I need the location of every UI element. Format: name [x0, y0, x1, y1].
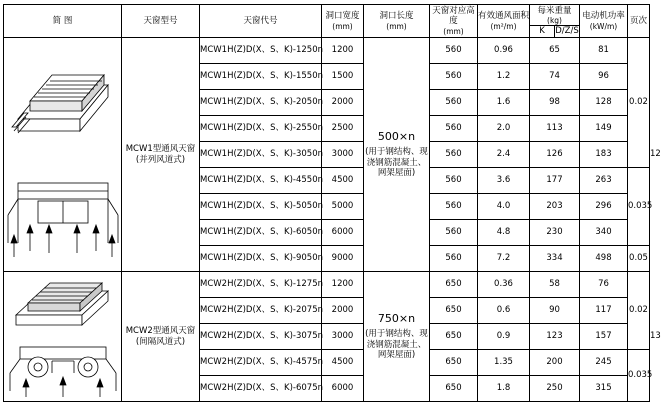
weight-k-cell: 230	[530, 220, 580, 246]
weight-k-cell: 65	[530, 38, 580, 64]
power-cell: 0.05	[628, 246, 650, 272]
power-cell: 0.035	[628, 168, 650, 246]
vent-area-cell: 4.8	[478, 220, 530, 246]
width-cell: 2000	[322, 90, 364, 116]
power-cell: 0.02	[628, 38, 650, 168]
weight-dzs-cell: 498	[580, 246, 628, 272]
header-vent-area-label: 有效通风面积	[478, 11, 530, 22]
code-cell: MCW1H(Z)D(X、S、K)-4550n	[200, 168, 322, 194]
height-cell: 650	[430, 376, 478, 402]
height-cell: 560	[430, 246, 478, 272]
length-main-mcw2: 750×n	[377, 312, 416, 326]
vent-area-cell: 3.6	[478, 168, 530, 194]
length-main-mcw1: 500×n	[377, 130, 416, 144]
weight-dzs-cell: 296	[580, 194, 628, 220]
code-cell: MCW1H(Z)D(X、S、K)-9050n	[200, 246, 322, 272]
header-vent-area-unit: (m²/m)	[490, 21, 517, 31]
header-height	[430, 5, 478, 38]
weight-dzs-cell: 117	[580, 298, 628, 324]
vent-area-cell: 0.36	[478, 272, 530, 298]
header-height-unit: (mm)	[443, 27, 464, 37]
weight-k-cell: 90	[530, 298, 580, 324]
header-weight-dzs: D/Z/S	[555, 26, 579, 37]
mcw2-diagram-svg	[4, 273, 122, 401]
weight-k-cell: 126	[530, 142, 580, 168]
vent-area-cell: 2.4	[478, 142, 530, 168]
header-opening-width-label: 洞口宽度	[325, 11, 360, 22]
weight-k-cell: 177	[530, 168, 580, 194]
height-cell: 560	[430, 38, 478, 64]
code-cell: MCW1H(Z)D(X、S、K)-1250n	[200, 38, 322, 64]
width-cell: 3000	[322, 324, 364, 350]
weight-dzs-cell: 340	[580, 220, 628, 246]
code-cell: MCW2H(Z)D(X、S、K)-6075n	[200, 376, 322, 402]
code-cell: MCW2H(Z)D(X、S、K)-4575n	[200, 350, 322, 376]
series-label-mcw2	[122, 272, 200, 402]
weight-k-cell: 123	[530, 324, 580, 350]
header-power-label: 电动机功率	[582, 11, 625, 22]
height-cell: 560	[430, 116, 478, 142]
vent-area-cell: 4.0	[478, 194, 530, 220]
vent-area-cell: 1.6	[478, 90, 530, 116]
height-cell: 650	[430, 350, 478, 376]
table-row: MCW2型通风天窗 (间隔风道式) MCW2H(Z)D(X、S、K)-1275n 1200 750×n (用于钢结构、现浇钢筋混凝土、网架屋面) 650 0.36 58 76 0.02 13	[4, 272, 650, 298]
height-cell: 560	[430, 64, 478, 90]
weight-k-cell: 250	[530, 376, 580, 402]
width-cell: 6000	[322, 376, 364, 402]
width-cell: 3000	[322, 142, 364, 168]
width-cell: 4500	[322, 350, 364, 376]
code-cell: MCW2H(Z)D(X、S、K)-2075n	[200, 298, 322, 324]
vent-area-cell: 1.2	[478, 64, 530, 90]
length-cell-mcw1	[364, 38, 430, 272]
weight-dzs-cell: 245	[580, 350, 628, 376]
width-cell: 4500	[322, 168, 364, 194]
code-cell: MCW1H(Z)D(X、S、K)-2050n	[200, 90, 322, 116]
mcw1-diagram-svg	[4, 43, 122, 267]
header-height-label: 天窗对应高度	[432, 5, 475, 27]
header-weight	[530, 5, 580, 38]
header-weight-subcols	[530, 26, 579, 37]
spec-table-sheet	[0, 4, 661, 404]
series-label-mcw2-line1: MCW2型通风天窗	[125, 326, 196, 337]
weight-k-cell: 98	[530, 90, 580, 116]
figure-cell-mcw2	[4, 272, 122, 402]
height-cell: 560	[430, 194, 478, 220]
weight-dzs-cell: 128	[580, 90, 628, 116]
weight-dzs-cell: 263	[580, 168, 628, 194]
code-cell: MCW2H(Z)D(X、S、K)-3075n	[200, 324, 322, 350]
vent-area-cell: 1.8	[478, 376, 530, 402]
header-opening-width-unit: (mm)	[332, 21, 353, 31]
weight-k-cell: 200	[530, 350, 580, 376]
code-cell: MCW1H(Z)D(X、S、K)-6050n	[200, 220, 322, 246]
weight-k-cell: 113	[530, 116, 580, 142]
height-cell: 650	[430, 324, 478, 350]
header-opening-length-label: 洞口长度	[379, 11, 414, 22]
mcw1-roof-vent-diagram	[4, 43, 121, 267]
width-cell: 1200	[322, 272, 364, 298]
weight-k-cell: 203	[530, 194, 580, 220]
power-cell: 0.02	[628, 272, 650, 350]
series-label-mcw1-line1: MCW1型通风天窗	[125, 144, 196, 155]
series-label-mcw1-line2: (并列风道式)	[135, 154, 186, 165]
height-cell: 560	[430, 90, 478, 116]
code-cell: MCW1H(Z)D(X、S、K)-5050n	[200, 194, 322, 220]
header-vent-area	[478, 5, 530, 38]
weight-k-cell: 58	[530, 272, 580, 298]
code-cell: MCW1H(Z)D(X、S、K)-3050n	[200, 142, 322, 168]
header-opening-length	[364, 5, 430, 38]
height-cell: 650	[430, 298, 478, 324]
width-cell: 2500	[322, 116, 364, 142]
header-series: 天窗型号	[122, 5, 200, 38]
code-cell: MCW1H(Z)D(X、S、K)-1550n	[200, 64, 322, 90]
header-weight-unit: (kg)	[547, 16, 562, 26]
length-note-mcw2: (用于钢结构、现浇钢筋混凝土、网架屋面)	[365, 329, 428, 361]
header-weight-label: 每米重量	[537, 6, 572, 16]
table-row: MCW1型通风天窗 (并列风道式) MCW1H(Z)D(X、S、K)-1250n 1200 500×n (用于钢结构、现浇钢筋混凝土、网架屋面) 560 0.96 65 81 0.02 12	[4, 38, 650, 64]
mcw2-roof-vent-diagram	[4, 273, 121, 401]
header-code: 天窗代号	[200, 5, 322, 38]
vent-area-cell: 0.6	[478, 298, 530, 324]
vent-area-cell: 1.35	[478, 350, 530, 376]
vent-area-cell: 0.96	[478, 38, 530, 64]
header-page: 页次	[628, 5, 650, 38]
width-cell: 2000	[322, 298, 364, 324]
series-label-mcw1	[122, 38, 200, 272]
height-cell: 560	[430, 220, 478, 246]
header-opening-width	[322, 5, 364, 38]
height-cell: 560	[430, 142, 478, 168]
weight-dzs-cell: 315	[580, 376, 628, 402]
weight-k-cell: 74	[530, 64, 580, 90]
ventilator-spec-table	[3, 4, 661, 402]
series-label-mcw2-line2: (间隔风道式)	[135, 336, 186, 347]
header-power-unit: (kW/m)	[589, 21, 618, 31]
weight-dzs-cell: 96	[580, 64, 628, 90]
header-power	[580, 5, 628, 38]
weight-dzs-cell: 76	[580, 272, 628, 298]
width-cell: 1500	[322, 64, 364, 90]
width-cell: 5000	[322, 194, 364, 220]
weight-k-cell: 334	[530, 246, 580, 272]
height-cell: 650	[430, 272, 478, 298]
vent-area-cell: 7.2	[478, 246, 530, 272]
header-weight-k: K	[539, 26, 545, 37]
power-cell: 0.035	[628, 350, 650, 402]
vent-area-cell: 0.9	[478, 324, 530, 350]
weight-dzs-cell: 183	[580, 142, 628, 168]
figure-cell-mcw1	[4, 38, 122, 272]
header-opening-length-unit: (mm)	[386, 21, 407, 31]
weight-dzs-cell: 157	[580, 324, 628, 350]
length-cell-mcw2	[364, 272, 430, 402]
width-cell: 6000	[322, 220, 364, 246]
length-note-mcw1: (用于钢结构、现浇钢筋混凝土、网架屋面)	[365, 147, 428, 179]
width-cell: 9000	[322, 246, 364, 272]
weight-dzs-cell: 81	[580, 38, 628, 64]
header-weight-top	[530, 5, 579, 26]
table-header-row	[4, 5, 650, 38]
vent-area-cell: 2.0	[478, 116, 530, 142]
code-cell: MCW2H(Z)D(X、S、K)-1275n	[200, 272, 322, 298]
code-cell: MCW1H(Z)D(X、S、K)-2550n	[200, 116, 322, 142]
height-cell: 560	[430, 168, 478, 194]
weight-dzs-cell: 149	[580, 116, 628, 142]
header-figure: 简 图	[4, 5, 122, 38]
width-cell: 1200	[322, 38, 364, 64]
